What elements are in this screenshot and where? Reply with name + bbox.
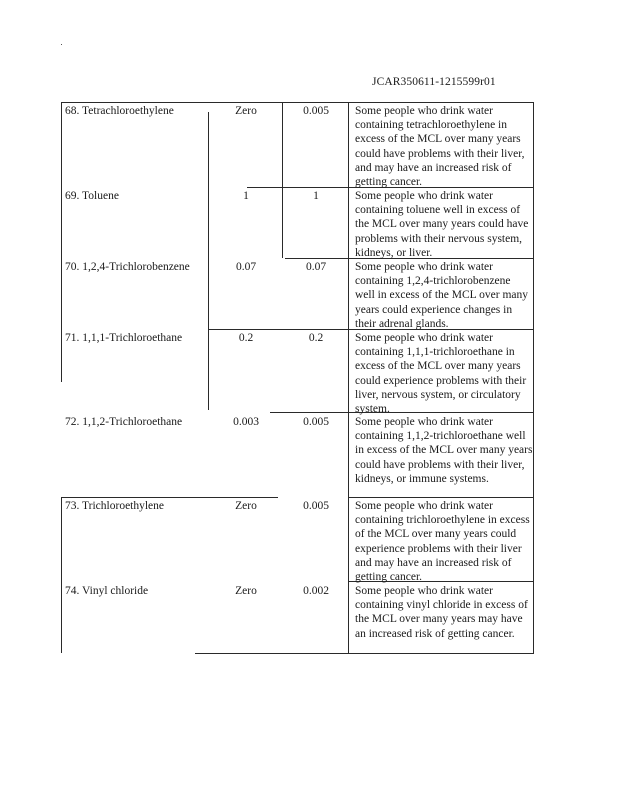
- mcl-value: 1: [313, 190, 319, 202]
- mclg-value: 0.2: [238, 332, 254, 344]
- mcl-value: 0.002: [303, 585, 329, 597]
- contaminant-name: 74. Vinyl chloride: [65, 585, 149, 597]
- mcl-value: 0.2: [308, 332, 324, 344]
- mclg-value: Zero: [235, 500, 257, 512]
- mclg-value: 0.07: [235, 261, 257, 273]
- mclg-value: 0.003: [233, 416, 259, 428]
- contaminant-name: 73. Trichloroethylene: [65, 500, 165, 512]
- table-right-border: [533, 102, 534, 653]
- mcl-value: 0.07: [305, 261, 327, 273]
- table-bottom-rule: [195, 653, 534, 654]
- document-id: JCAR350611-1215599r01: [372, 76, 496, 88]
- table-left-border: [61, 102, 62, 382]
- column-rule: [282, 102, 283, 258]
- column-rule: [208, 112, 209, 410]
- health-effect-text: Some people who drink water containing trichloroethylene in excess of the MCL over many years could experience problems with their liver and may have an increased risk of getting cancer.: [355, 500, 530, 584]
- contaminant-name: 70. 1,2,4-Trichlorobenzene: [65, 261, 190, 273]
- contaminant-name: 69. Toluene: [65, 190, 119, 202]
- health-effect-text: Some people who drink water containing toluene well in excess of the MCL over many years could have problems with their nervous system, kidneys, or liver.: [355, 190, 529, 259]
- contaminant-name: 72. 1,1,2-Trichloroethane: [65, 416, 183, 428]
- health-effect-text: Some people who drink water containing 1,1,1-trichloroethane in excess of the MCL over many years could experience problems with their liver, nervous system, or circulatory system.: [355, 332, 527, 416]
- health-effect-text: Some people who drink water containing 1,1,2-trichloroethane well in excess of the MCL over many years could have problems with their liver, kidneys, or immune systems.: [355, 416, 533, 485]
- row-rule: [61, 497, 278, 498]
- health-effect-text: Some people who drink water containing vinyl chloride in excess of the MCL over many years may have an increased risk of getting cancer.: [355, 585, 528, 640]
- health-effect-text: Some people who drink water containing 1,2,4-trichlorobenzene well in excess of the MCL over many years could experience changes in their adrenal glands.: [355, 261, 528, 330]
- mcl-value: 0.005: [303, 416, 329, 428]
- mclg-value: 1: [243, 190, 249, 202]
- mcl-value: 0.005: [303, 500, 329, 512]
- scan-speck: [61, 44, 62, 45]
- health-effect-text: Some people who drink water containing tetrachloroethylene in excess of the MCL over many years could have problems with their liver, and may have an increased risk of getting cancer.: [355, 105, 525, 189]
- column-rule: [348, 102, 349, 653]
- mclg-value: Zero: [235, 105, 257, 117]
- contaminant-name: 68. Tetrachloroethylene: [65, 105, 174, 117]
- row-rule: [348, 497, 534, 498]
- table-left-border: [61, 497, 62, 653]
- table-top-rule: [61, 102, 534, 103]
- mcl-value: 0.005: [303, 105, 329, 117]
- contaminant-name: 71. 1,1,1-Trichloroethane: [65, 332, 183, 344]
- mclg-value: Zero: [235, 585, 257, 597]
